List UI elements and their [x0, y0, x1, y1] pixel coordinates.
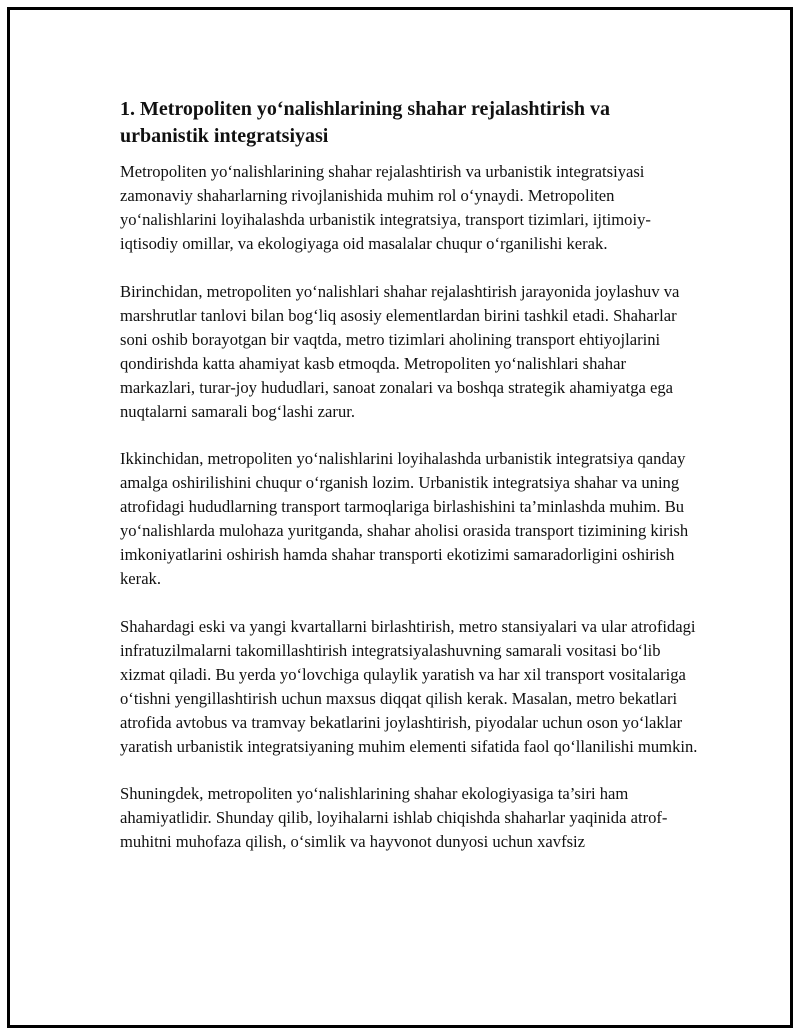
- paragraph: Metropoliten yo‘nalishlarining shahar rejalashtirish va urbanistik integratsiyasi zamonaviy shaharlarning rivojlanishida muhim rol o‘ynaydi. Metropoliten yo‘nalishlarini loyihalashda urbanistik integratsiya, transport tizimlari, ijtimoiy-iqtisodiy omillar, va ekologiyaga oid masalalar chuqur o‘rganilishi kerak.: [120, 162, 651, 253]
- paragraph: Birinchidan, metropoliten yo‘nalishlari shahar rejalashtirish jarayonida joylashuv va marshrutlar tanlovi bilan bog‘liq asosiy elementlardan birini tashkil etadi. Shaharlar soni oshib borayotgan bir vaqtda, metro tizimlari aholining transport ehtiyojlarini qondirishda katta ahamiyat kasb etmoqda. Metropoliten yo‘nalishlari shahar markazlari, turar-joy hududlari, sanoat zonalari va boshqa strategik ahamiyatga ega nuqtalarni samarali bog‘lashi zarur.: [120, 281, 680, 421]
- paragraph: Shuningdek, metropoliten yo‘nalishlarining shahar ekologiyasiga ta’siri ham ahamiyatlidir. Shunday qilib, loyihalarni ishlab chiqishda shaharlar yaqinida atrof-muhitni muhofaza qilish, o‘simlik va hayvonot dunyosi uchun xavfsiz: [120, 784, 668, 851]
- paragraph: Ikkinchidan, metropoliten yo‘nalishlarini loyihalashda urbanistik integratsiya qanday amalga oshirilishini chuqur o‘rganish lozim. Urbanistik integratsiya shahar va uning atrofidagi hududlarning transport tarmoqlariga birlashishini ta’minlashda muhim. Bu yo‘nalishlarda mulohaza yuritganda, shahar aholisi orasida transport tizimining kirish imkoniyatlarini oshirish hamda shahar transporti ekotizimi samaradorligini oshirish kerak.: [120, 449, 689, 588]
- paragraph: Shahardagi eski va yangi kvartallarni birlashtirish, metro stansiyalari va ular atrofidagi infratuzilmalarni takomillashtirish integratsiyalashuvning samarali vositasi bo‘lib xizmat qiladi. Bu yerda yo‘lovchiga qulaylik yaratish va har xil transport vositalariga o‘tishni yengillashtirish uchun maxsus diqqat qilish kerak. Masalan, metro bekatlari atrofida avtobus va tramvay bekatlarini joylashtirish, piyodalar uchun oson yo‘laklar yaratish urbanistik integratsiyaning muhim elementi sifatida faol qo‘llanilishi mumkin.: [120, 616, 698, 756]
- section-heading: 1. Metropoliten yo‘nalishlarining shahar rejalashtirish va urbanistik integratsiyasi: [120, 98, 611, 147]
- page-frame: [7, 7, 793, 1028]
- document-body: [120, 96, 700, 878]
